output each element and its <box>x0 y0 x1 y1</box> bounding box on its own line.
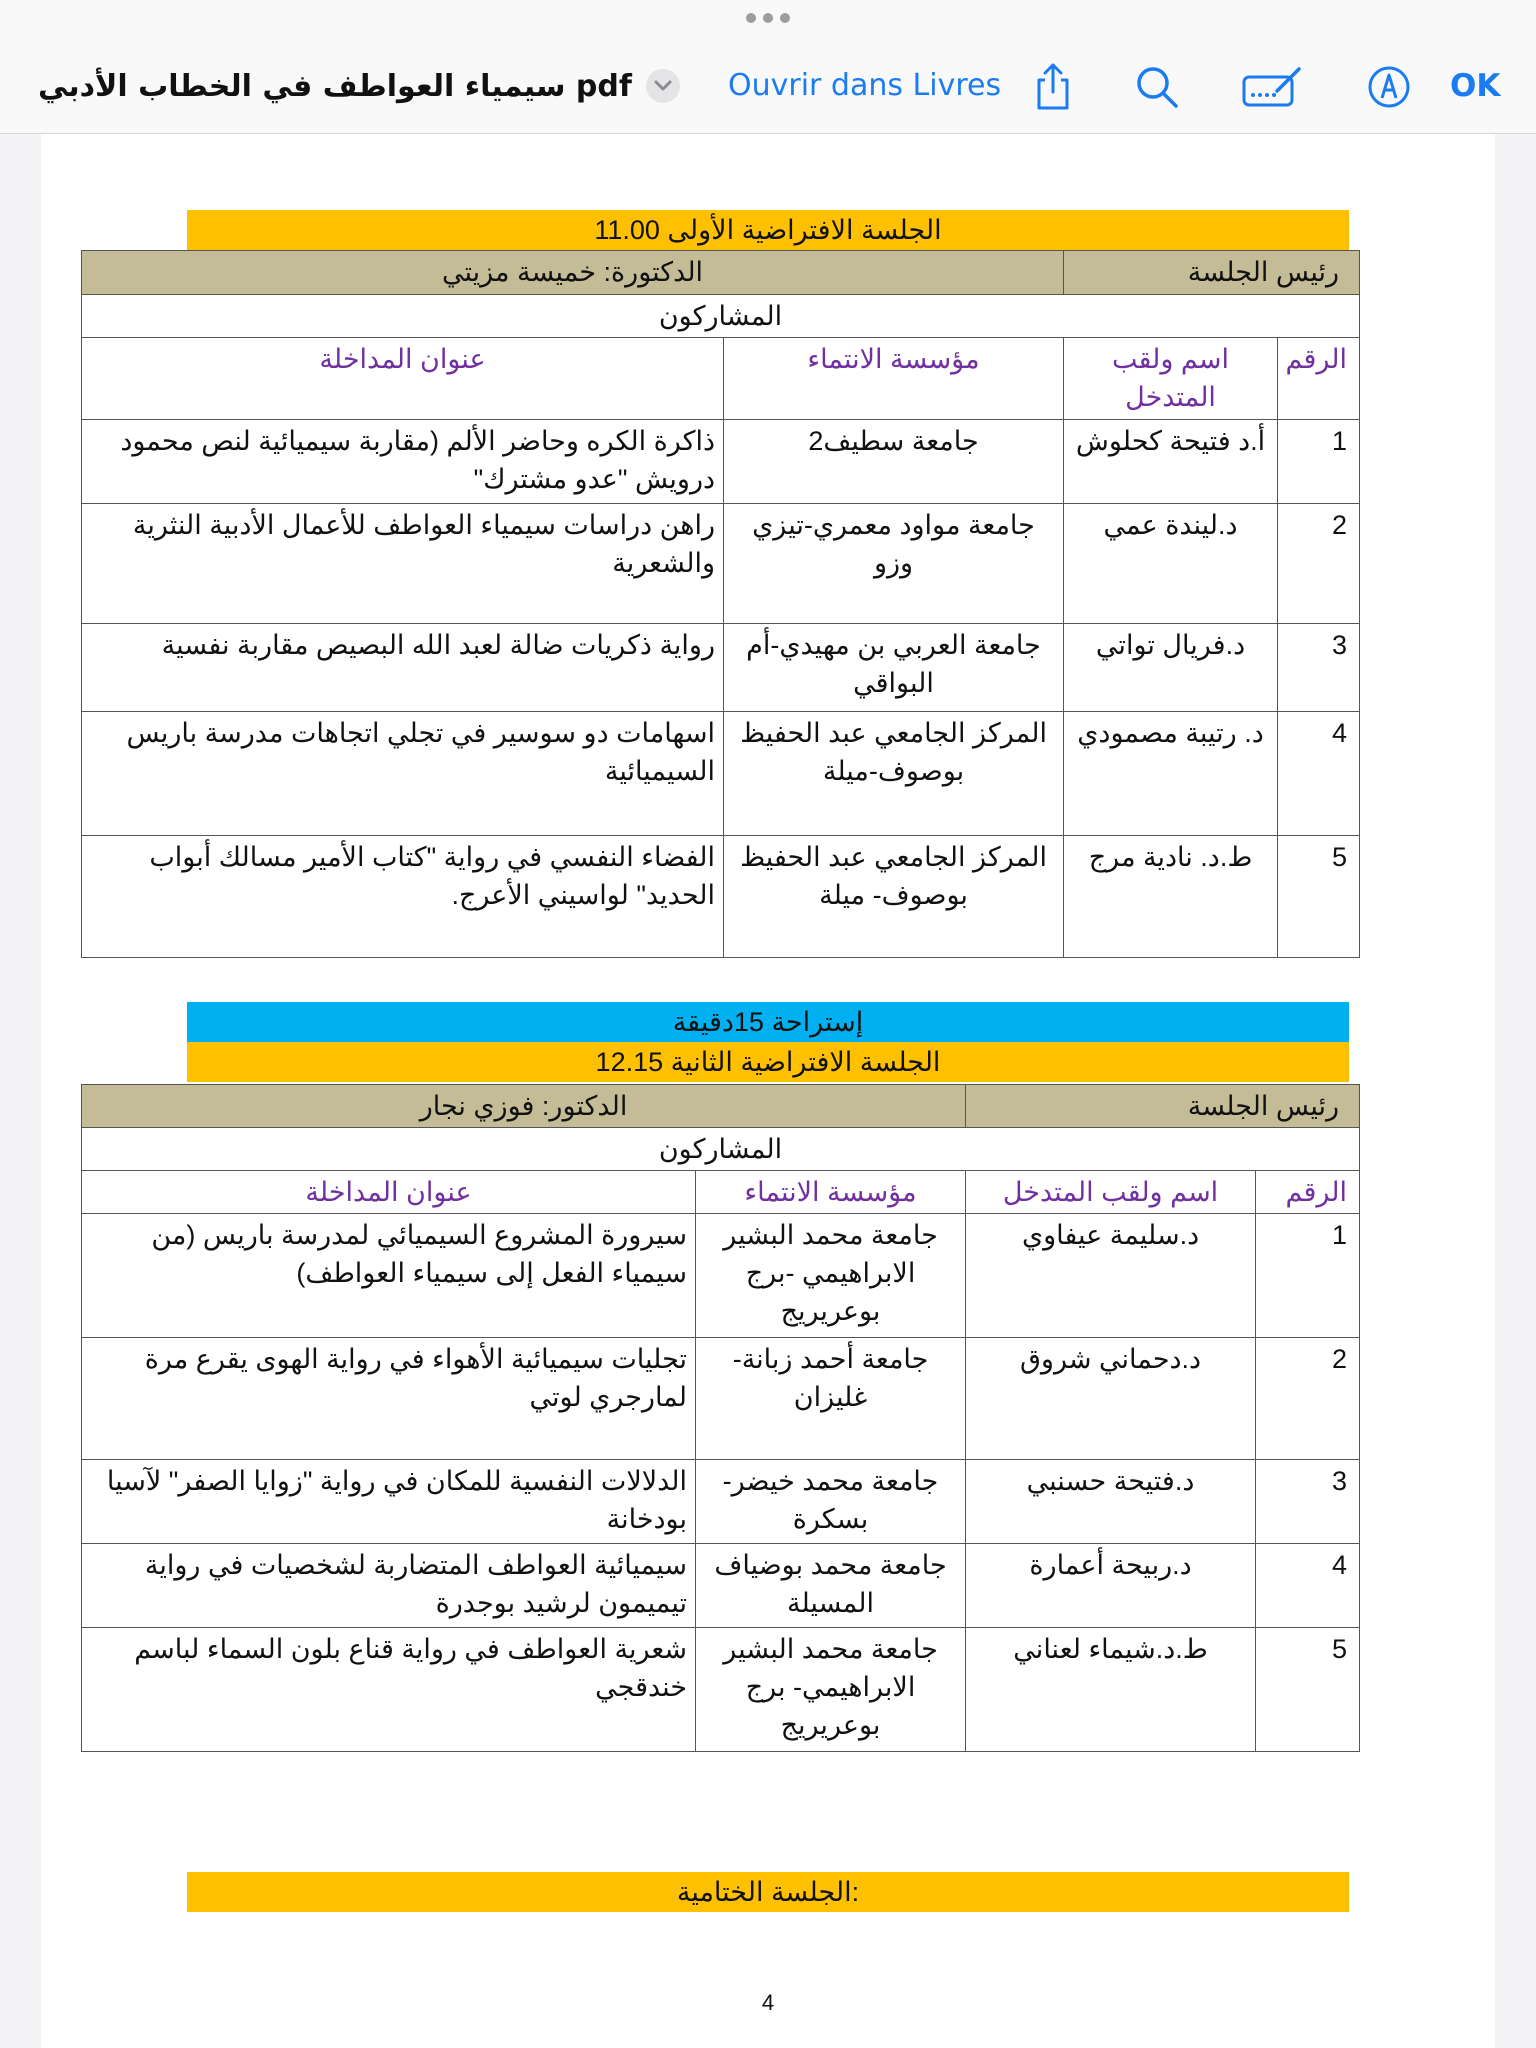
table-row <box>82 712 1360 836</box>
speaker-name: أ.د فتيحة كحلوش <box>1064 420 1278 504</box>
table-row <box>82 1338 1360 1460</box>
talk-title: الدلالات النفسية للمكان في رواية "زوايا الصفر" لآسيا بودخانة <box>82 1460 696 1544</box>
institution: المركز الجامعي عبد الحفيظ بوصوف-ميلة <box>724 712 1064 836</box>
annotate-icon[interactable] <box>1364 62 1414 112</box>
institution: جامعة محمد بوضياف المسيلة <box>696 1544 966 1628</box>
table-row <box>82 836 1360 958</box>
pdf-page <box>41 134 1495 2048</box>
institution: جامعة محمد البشير الابراهيمي- برج بوعريريج <box>696 1628 966 1752</box>
session2-table <box>81 1084 1360 1752</box>
session1-header-row <box>82 338 1360 420</box>
col-number: الرقم <box>1256 1171 1360 1214</box>
table-row <box>82 1628 1360 1752</box>
speaker-name: د.ليندة عمي <box>1064 504 1278 624</box>
chair-label: رئيس الجلسة <box>966 1085 1360 1128</box>
talk-title: رواية ذكريات ضالة لعبد الله البصيص مقاربة نفسية <box>82 624 724 712</box>
row-number: 5 <box>1278 836 1360 958</box>
table-row <box>82 624 1360 712</box>
col-title: عنوان المداخلة <box>82 338 724 420</box>
table-row <box>82 504 1360 624</box>
pdf-viewer-toolbar <box>0 0 1536 134</box>
row-number: 3 <box>1278 624 1360 712</box>
table-row <box>82 1544 1360 1628</box>
talk-title: الفضاء النفسي في رواية "كتاب الأمير مسالك أبواب الحديد" لواسيني الأعرج. <box>82 836 724 958</box>
table-row <box>82 1214 1360 1338</box>
institution: جامعة محمد البشير الابراهيمي -برج بوعريريج <box>696 1214 966 1338</box>
talk-title: ذاكرة الكره وحاضر الألم (مقاربة سيميائية لنص محمود درويش "عدو مشترك" <box>82 420 724 504</box>
row-number: 3 <box>1256 1460 1360 1544</box>
institution: جامعة العربي بن مهيدي-أم البواقي <box>724 624 1064 712</box>
participants-label: المشاركون <box>82 1128 1360 1171</box>
talk-title: راهن دراسات سيمياء العواطف للأعمال الأدبية النثرية والشعرية <box>82 504 724 624</box>
chair-label: رئيس الجلسة <box>1064 251 1360 295</box>
chevron-down-icon[interactable] <box>646 69 680 103</box>
row-number: 5 <box>1256 1628 1360 1752</box>
document-title-text: سيمياء العواطف في الخطاب الأدبي pdf <box>38 68 632 104</box>
col-institution: مؤسسة الانتماء <box>696 1171 966 1214</box>
speaker-name: ط.د.شيماء لعناني <box>966 1628 1256 1752</box>
institution: المركز الجامعي عبد الحفيظ بوصوف- ميلة <box>724 836 1064 958</box>
institution: جامعة محمد خيضر- بسكرة <box>696 1460 966 1544</box>
session1-chair-row <box>82 251 1360 295</box>
institution: جامعة سطيف2 <box>724 420 1064 504</box>
table-row <box>82 1460 1360 1544</box>
row-number: 4 <box>1256 1544 1360 1628</box>
col-number: الرقم <box>1278 338 1360 420</box>
talk-title: سيميائية العواطف المتضاربة لشخصيات في رواية تيميمون لرشيد بوجدرة <box>82 1544 696 1628</box>
institution: جامعة أحمد زبانة-غليزان <box>696 1338 966 1460</box>
row-number: 4 <box>1278 712 1360 836</box>
col-title: عنوان المداخلة <box>82 1171 696 1214</box>
talk-title: اسهامات دو سوسير في تجلي اتجاهات مدرسة باريس السيميائية <box>82 712 724 836</box>
institution: جامعة مواود معمري-تيزي وزو <box>724 504 1064 624</box>
search-icon[interactable] <box>1132 62 1182 112</box>
talk-title: سيرورة المشروع السيميائي لمدرسة باريس (من سيمياء الفعل إلى سيمياء العواطف) <box>82 1214 696 1338</box>
markup-icon[interactable] <box>1240 62 1306 112</box>
row-number: 2 <box>1278 504 1360 624</box>
participants-label: المشاركون <box>82 295 1360 338</box>
talk-title: تجليات سيميائية الأهواء في رواية الهوى يقرع مرة لمارجري لوتي <box>82 1338 696 1460</box>
session2-header-row <box>82 1171 1360 1214</box>
chair-name: الدكتور: فوزي نجار <box>82 1085 966 1128</box>
speaker-name: د.دحماني شروق <box>966 1338 1256 1460</box>
session2-chair-row <box>82 1085 1360 1128</box>
closing-session-title: الجلسة الختامية: <box>187 1872 1349 1912</box>
document-title[interactable] <box>38 62 680 110</box>
col-speaker: اسم ولقب المتدخل <box>966 1171 1256 1214</box>
page-number: 4 <box>761 1990 775 2015</box>
more-dots-icon[interactable] <box>746 12 790 24</box>
speaker-name: د. رتيبة مصمودي <box>1064 712 1278 836</box>
session1-title: الجلسة الافتراضية الأولى 11.00 <box>187 210 1349 250</box>
break-banner: إستراحة 15دقيقة <box>187 1002 1349 1042</box>
session1-table <box>81 250 1360 958</box>
table-row <box>82 420 1360 504</box>
session2-title: الجلسة الافتراضية الثانية 12.15 <box>187 1042 1349 1082</box>
speaker-name: د.فتيحة حسنبي <box>966 1460 1256 1544</box>
col-institution: مؤسسة الانتماء <box>724 338 1064 420</box>
share-icon[interactable] <box>1028 62 1078 112</box>
speaker-name: د.ربيحة أعمارة <box>966 1544 1256 1628</box>
speaker-name: د.فريال تواتي <box>1064 624 1278 712</box>
speaker-name: ط.د. نادية مرج <box>1064 836 1278 958</box>
chair-name: الدكتورة: خميسة مزيتي <box>82 251 1064 295</box>
col-speaker: اسم ولقب المتدخل <box>1064 338 1278 420</box>
done-button[interactable]: OK <box>1450 68 1501 104</box>
open-in-books-button[interactable]: Ouvrir dans Livres <box>728 68 1002 103</box>
speaker-name: د.سليمة عيفاوي <box>966 1214 1256 1338</box>
row-number: 2 <box>1256 1338 1360 1460</box>
row-number: 1 <box>1278 420 1360 504</box>
talk-title: شعرية العواطف في رواية قناع بلون السماء لباسم خندقجي <box>82 1628 696 1752</box>
row-number: 1 <box>1256 1214 1360 1338</box>
